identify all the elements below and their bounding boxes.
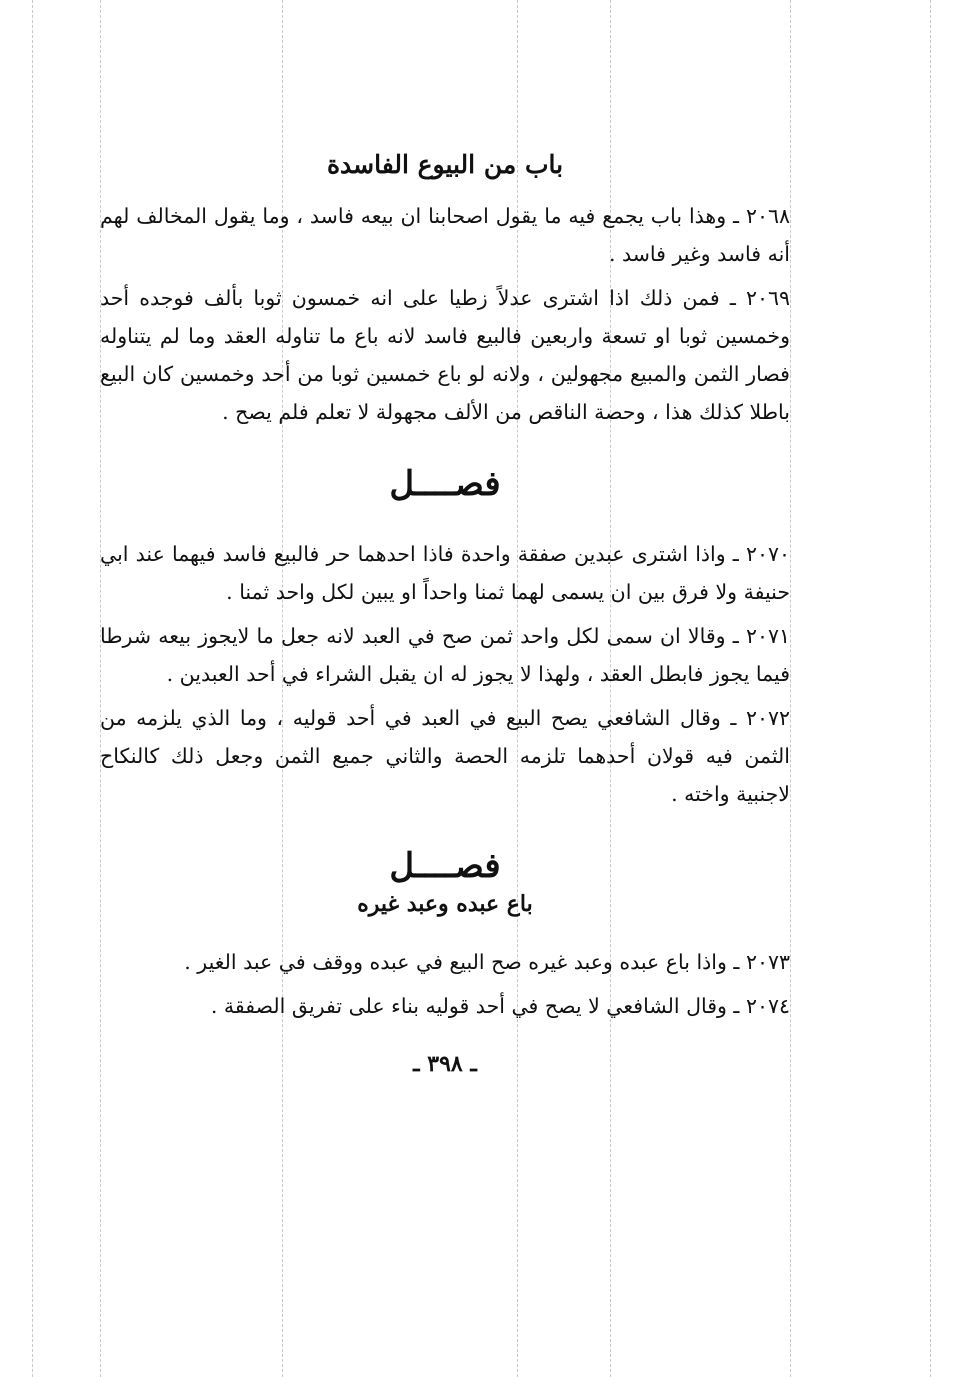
paragraph-2071 (100, 617, 790, 693)
scan-guide-line (930, 0, 931, 1377)
paragraph-number: ٢٠٧٣ (745, 950, 790, 974)
document-page (100, 150, 790, 1077)
paragraph-number: ٢٠٧١ (745, 624, 790, 648)
paragraph-text: ـ فمن ذلك اذا اشترى عدلاً زطيا على انه خمسون ثوبا بألف فوجده أحد وخمسين ثوبا او تسعة واربعين فالبيع فاسد لانه باع ما تناوله العقد وما لم يتناوله فصار الثمن والمبيع مجهولين ، ولانه لو باع خمسين ثوبا من أحد وخمسين كان البيع باطلا كذلك هذا ، وحصة الناقص من الألف مجهولة لا تعلم فلم يصح . (100, 286, 790, 424)
paragraph-2068 (100, 197, 790, 273)
paragraph-text: ـ وقالا ان سمى لكل واحد ثمن صح في العبد لانه جعل ما لايجوز بيعه شرطا فيما يجوز فابطل العقد ، ولهذا لا يجوز له ان يقبل الشراء في أحد العبدين . (100, 624, 790, 686)
chapter-heading: باب من البيوع الفاسدة (326, 150, 564, 179)
paragraph-text: ـ وقال الشافعي لا يصح في أحد قوليه بناء على تفريق الصفقة . (210, 994, 746, 1018)
paragraph-number: ٢٠٧٤ (745, 994, 790, 1018)
section-heading-fasl: فصــــل (389, 846, 501, 886)
paragraph-2072 (100, 699, 790, 813)
paragraph-2070 (100, 535, 790, 611)
paragraph-text: ـ وقال الشافعي يصح البيع في العبد في أحد قوليه ، وما الذي يلزمه من الثمن فيه قولان أحدهما تلزمه الحصة والثاني جميع الثمن وجعل ذلك كالنكاح لاجنبية واخته . (100, 706, 790, 806)
paragraph-number: ٢٠٧٢ (745, 706, 790, 730)
paragraph-2073 (100, 943, 790, 981)
paragraph-number: ٢٠٦٨ (745, 204, 790, 228)
sub-heading: باع عبده وعبد غيره (357, 891, 533, 917)
paragraph-text: ـ وهذا باب يجمع فيه ما يقول اصحابنا ان بيعه فاسد ، وما يقول المخالف لهم أنه فاسد وغير فاسد . (100, 204, 790, 266)
paragraph-number: ٢٠٦٩ (745, 286, 790, 310)
paragraph-text: ـ واذا باع عبده وعبد غيره صح البيع في عبده ووقف في عبد الغير . (184, 950, 746, 974)
scan-guide-line (790, 0, 791, 1377)
paragraph-2074 (100, 987, 790, 1025)
section-heading-fasl: فصــــل (389, 464, 501, 504)
page-number: ـ ٣٩٨ ـ (413, 1051, 477, 1077)
scan-guide-line (32, 0, 33, 1377)
paragraph-number: ٢٠٧٠ (745, 542, 790, 566)
paragraph-text: ـ واذا اشترى عبدين صفقة واحدة فاذا احدهما حر فالبيع فاسد فيهما عند ابي حنيفة ولا فرق بين ان يسمى لهما ثمنا واحداً او يبين لكل واحد ثمنا . (100, 542, 790, 604)
paragraph-2069 (100, 279, 790, 431)
